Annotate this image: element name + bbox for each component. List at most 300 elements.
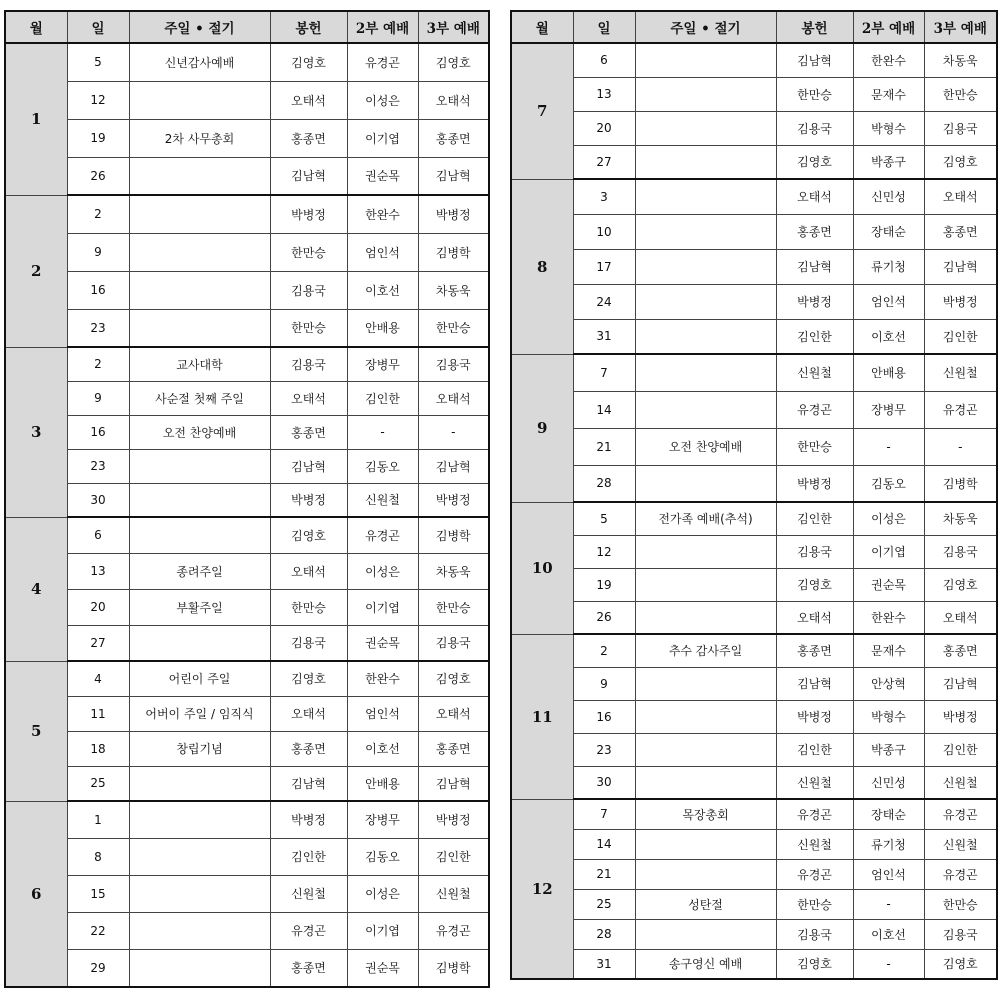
offering-cell: 김인한	[270, 838, 347, 875]
title-cell	[635, 919, 776, 949]
second-service-cell: 장병무	[347, 801, 418, 838]
month-cell: 6	[5, 801, 67, 987]
title-cell	[635, 667, 776, 700]
third-service-cell: 한만승	[924, 889, 997, 919]
month-cell: 1	[5, 43, 67, 195]
schedule-row	[511, 179, 997, 214]
schedule-row	[5, 81, 489, 119]
schedule-row	[511, 889, 997, 919]
day-cell: 7	[573, 354, 635, 391]
schedule-row	[511, 214, 997, 249]
schedule-row	[5, 875, 489, 912]
day-cell: 7	[573, 799, 635, 829]
title-cell	[635, 284, 776, 319]
second-service-cell: 신민성	[853, 179, 924, 214]
title-cell	[635, 145, 776, 179]
month-cell: 11	[511, 634, 573, 799]
title-cell	[129, 912, 270, 949]
schedule-row	[5, 381, 489, 415]
title-cell	[129, 195, 270, 233]
title-cell	[129, 517, 270, 553]
title-cell: 2차 사무총회	[129, 119, 270, 157]
day-cell: 19	[573, 568, 635, 601]
day-cell: 20	[67, 589, 129, 625]
offering-cell: 한만승	[776, 428, 853, 465]
schedule-row	[5, 483, 489, 517]
third-service-cell: 오태석	[924, 601, 997, 634]
third-service-cell: 한만승	[418, 589, 489, 625]
schedule-row	[5, 43, 489, 81]
day-cell: 31	[573, 949, 635, 979]
day-cell: 26	[67, 157, 129, 195]
offering-cell: 유경곤	[270, 912, 347, 949]
title-cell	[635, 77, 776, 111]
offering-cell: 김영호	[776, 145, 853, 179]
month-cell: 5	[5, 661, 67, 801]
schedule-row	[511, 949, 997, 979]
second-service-cell: 이호선	[347, 731, 418, 766]
day-cell: 13	[573, 77, 635, 111]
month-cell: 4	[5, 517, 67, 661]
third-service-cell: 김용국	[924, 111, 997, 145]
offering-cell: 김용국	[270, 271, 347, 309]
offering-cell: 김인한	[776, 502, 853, 535]
schedule-row	[511, 799, 997, 829]
offering-cell: 김영호	[270, 517, 347, 553]
third-service-cell: 유경곤	[418, 912, 489, 949]
day-cell: 30	[67, 483, 129, 517]
third-service-cell: 오태석	[418, 81, 489, 119]
second-service-cell: 엄인석	[347, 233, 418, 271]
third-service-cell: 김영호	[924, 145, 997, 179]
schedule-row	[511, 700, 997, 733]
schedule-row	[511, 667, 997, 700]
schedule-row	[511, 428, 997, 465]
title-cell	[129, 157, 270, 195]
offering-cell: 김용국	[776, 535, 853, 568]
header-month: 월	[5, 11, 67, 43]
third-service-cell: 김병학	[418, 949, 489, 987]
offering-cell: 한만승	[776, 889, 853, 919]
second-service-cell: 이기엽	[347, 912, 418, 949]
schedule-row	[511, 43, 997, 77]
offering-cell: 신원철	[776, 354, 853, 391]
schedule-row	[5, 553, 489, 589]
third-service-cell: 김영호	[418, 661, 489, 696]
day-cell: 1	[67, 801, 129, 838]
second-service-cell: 문재수	[853, 77, 924, 111]
second-service-cell: 문재수	[853, 634, 924, 667]
second-service-cell: 김인한	[347, 381, 418, 415]
title-cell: 송구영신 예배	[635, 949, 776, 979]
offering-cell: 홍종면	[776, 214, 853, 249]
offering-cell: 홍종면	[270, 119, 347, 157]
second-service-cell: 이호선	[853, 319, 924, 354]
header-row	[511, 11, 997, 43]
header-third-service: 3부 예배	[924, 11, 997, 43]
day-cell: 4	[67, 661, 129, 696]
third-service-cell: 홍종면	[924, 214, 997, 249]
schedule-row	[511, 284, 997, 319]
second-service-cell: 이기엽	[347, 589, 418, 625]
title-cell: 전가족 예배(추석)	[635, 502, 776, 535]
second-service-cell: 신민성	[853, 766, 924, 799]
schedule-row	[5, 912, 489, 949]
schedule-row	[511, 391, 997, 428]
title-cell	[635, 733, 776, 766]
third-service-cell: 김남혁	[924, 667, 997, 700]
third-service-cell: 신원철	[924, 829, 997, 859]
day-cell: 13	[67, 553, 129, 589]
schedule-row	[511, 111, 997, 145]
third-service-cell: 한만승	[418, 309, 489, 347]
day-cell: 21	[573, 859, 635, 889]
title-cell: 오전 찬양예배	[129, 415, 270, 449]
schedule-row	[5, 589, 489, 625]
day-cell: 27	[67, 625, 129, 661]
second-service-cell: 권순목	[853, 568, 924, 601]
second-service-cell: 장태순	[853, 214, 924, 249]
day-cell: 6	[67, 517, 129, 553]
day-cell: 10	[573, 214, 635, 249]
day-cell: 14	[573, 829, 635, 859]
third-service-cell: 박병정	[418, 483, 489, 517]
day-cell: 29	[67, 949, 129, 987]
month-cell: 10	[511, 502, 573, 634]
third-service-cell: 김용국	[924, 535, 997, 568]
day-cell: 12	[67, 81, 129, 119]
third-service-cell: 유경곤	[924, 799, 997, 829]
offering-cell: 김용국	[776, 919, 853, 949]
month-cell: 7	[511, 43, 573, 179]
offering-cell: 박병정	[776, 700, 853, 733]
offering-cell: 유경곤	[776, 391, 853, 428]
third-service-cell: 신원철	[924, 354, 997, 391]
second-service-cell: 안배용	[347, 309, 418, 347]
second-service-cell: -	[853, 889, 924, 919]
offering-cell: 김영호	[270, 43, 347, 81]
third-service-cell: 차동욱	[418, 271, 489, 309]
offering-cell: 오태석	[270, 381, 347, 415]
offering-cell: 김인한	[776, 319, 853, 354]
schedule-row	[511, 829, 997, 859]
third-service-cell: -	[924, 428, 997, 465]
day-cell: 20	[573, 111, 635, 145]
day-cell: 8	[67, 838, 129, 875]
header-second-service: 2부 예배	[347, 11, 418, 43]
offering-cell: 홍종면	[270, 949, 347, 987]
header-day: 일	[67, 11, 129, 43]
offering-cell: 박병정	[270, 195, 347, 233]
offering-cell: 오태석	[776, 601, 853, 634]
title-cell: 교사대학	[129, 347, 270, 381]
header-row	[5, 11, 489, 43]
schedule-row	[5, 449, 489, 483]
second-service-cell: 유경곤	[347, 517, 418, 553]
header-offering: 봉헌	[270, 11, 347, 43]
title-cell	[635, 43, 776, 77]
day-cell: 6	[573, 43, 635, 77]
title-cell	[129, 271, 270, 309]
day-cell: 9	[67, 233, 129, 271]
offering-cell: 홍종면	[270, 731, 347, 766]
day-cell: 2	[67, 195, 129, 233]
third-service-cell: 신원철	[924, 766, 997, 799]
schedule-row	[511, 859, 997, 889]
title-cell: 창립기념	[129, 731, 270, 766]
schedule-row	[5, 233, 489, 271]
offering-cell: 오태석	[270, 81, 347, 119]
day-cell: 25	[573, 889, 635, 919]
third-service-cell: 김영호	[924, 568, 997, 601]
offering-cell: 박병정	[270, 801, 347, 838]
title-cell: 종려주일	[129, 553, 270, 589]
offering-cell: 오태석	[270, 553, 347, 589]
third-service-cell: 박병정	[924, 284, 997, 319]
offering-cell: 김남혁	[270, 766, 347, 801]
second-service-cell: 이기엽	[347, 119, 418, 157]
offering-cell: 박병정	[776, 465, 853, 502]
offering-cell: 홍종면	[270, 415, 347, 449]
offering-cell: 박병정	[776, 284, 853, 319]
title-cell	[635, 179, 776, 214]
title-cell	[635, 111, 776, 145]
day-cell: 18	[67, 731, 129, 766]
third-service-cell: 김병학	[418, 233, 489, 271]
third-service-cell: 차동욱	[924, 502, 997, 535]
second-service-cell: -	[347, 415, 418, 449]
schedule-row	[511, 919, 997, 949]
offering-cell: 김남혁	[270, 157, 347, 195]
second-service-cell: 장병무	[347, 347, 418, 381]
schedule-row	[5, 949, 489, 987]
second-service-cell: 엄인석	[853, 859, 924, 889]
offering-cell: 김영호	[776, 949, 853, 979]
schedule-row	[511, 568, 997, 601]
second-service-cell: 이호선	[853, 919, 924, 949]
third-service-cell: 박병정	[418, 195, 489, 233]
third-service-cell: 김용국	[418, 347, 489, 381]
title-cell	[129, 233, 270, 271]
title-cell	[129, 81, 270, 119]
title-cell: 어린이 주일	[129, 661, 270, 696]
offering-cell: 한만승	[776, 77, 853, 111]
second-service-cell: 이성은	[347, 875, 418, 912]
third-service-cell: 김남혁	[418, 157, 489, 195]
schedule-table-jul-dec	[510, 10, 998, 980]
schedule-row	[5, 195, 489, 233]
schedule-row	[5, 157, 489, 195]
title-cell	[635, 700, 776, 733]
second-service-cell: 이호선	[347, 271, 418, 309]
title-cell	[129, 838, 270, 875]
third-service-cell: 유경곤	[924, 859, 997, 889]
title-cell: 성탄절	[635, 889, 776, 919]
day-cell: 23	[67, 449, 129, 483]
day-cell: 9	[67, 381, 129, 415]
second-service-cell: 한완수	[853, 43, 924, 77]
day-cell: 14	[573, 391, 635, 428]
day-cell: 27	[573, 145, 635, 179]
second-service-cell: 박종구	[853, 733, 924, 766]
schedule-row	[5, 731, 489, 766]
second-service-cell: 권순목	[347, 625, 418, 661]
day-cell: 24	[573, 284, 635, 319]
second-service-cell: 권순목	[347, 949, 418, 987]
header-offering: 봉헌	[776, 11, 853, 43]
schedule-row	[511, 766, 997, 799]
title-cell: 추수 감사주일	[635, 634, 776, 667]
day-cell: 28	[573, 919, 635, 949]
second-service-cell: 장병무	[853, 391, 924, 428]
offering-cell: 신원철	[776, 829, 853, 859]
title-cell	[129, 766, 270, 801]
schedule-row	[5, 415, 489, 449]
second-service-cell: 엄인석	[853, 284, 924, 319]
third-service-cell: 오태석	[418, 381, 489, 415]
offering-cell: 신원철	[270, 875, 347, 912]
schedule-row	[5, 271, 489, 309]
header-month: 월	[511, 11, 573, 43]
schedule-row	[511, 319, 997, 354]
second-service-cell: -	[853, 949, 924, 979]
third-service-cell: 홍종면	[924, 634, 997, 667]
day-cell: 31	[573, 319, 635, 354]
second-service-cell: 류기청	[853, 829, 924, 859]
schedule-row	[511, 465, 997, 502]
third-service-cell: 김용국	[924, 919, 997, 949]
day-cell: 28	[573, 465, 635, 502]
day-cell: 19	[67, 119, 129, 157]
month-cell: 2	[5, 195, 67, 347]
third-service-cell: 김용국	[418, 625, 489, 661]
day-cell: 2	[573, 634, 635, 667]
title-cell	[635, 249, 776, 284]
title-cell: 어버이 주일 / 임직식	[129, 696, 270, 731]
schedule-row	[511, 733, 997, 766]
second-service-cell: 한완수	[347, 195, 418, 233]
schedule-row	[5, 625, 489, 661]
second-service-cell: 권순목	[347, 157, 418, 195]
offering-cell: 김남혁	[270, 449, 347, 483]
schedule-row	[511, 354, 997, 391]
title-cell	[635, 319, 776, 354]
title-cell	[635, 766, 776, 799]
title-cell	[635, 829, 776, 859]
second-service-cell: 이성은	[347, 81, 418, 119]
day-cell: 15	[67, 875, 129, 912]
title-cell	[635, 465, 776, 502]
second-service-cell: 김동오	[347, 838, 418, 875]
offering-cell: 오태석	[776, 179, 853, 214]
title-cell	[129, 949, 270, 987]
schedule-body	[511, 43, 997, 979]
schedule-row	[5, 119, 489, 157]
offering-cell: 김용국	[270, 347, 347, 381]
title-cell	[129, 309, 270, 347]
third-service-cell: 김병학	[418, 517, 489, 553]
third-service-cell: 김인한	[924, 733, 997, 766]
day-cell: 5	[67, 43, 129, 81]
day-cell: 11	[67, 696, 129, 731]
month-cell: 9	[511, 354, 573, 502]
third-service-cell: 김인한	[418, 838, 489, 875]
second-service-cell: 장태순	[853, 799, 924, 829]
title-cell	[635, 859, 776, 889]
schedule-row	[511, 249, 997, 284]
second-service-cell: 엄인석	[347, 696, 418, 731]
third-service-cell: 홍종면	[418, 119, 489, 157]
schedule-body	[5, 43, 489, 987]
header-title: 주일 • 절기	[129, 11, 270, 43]
schedule-row	[5, 661, 489, 696]
offering-cell: 홍종면	[776, 634, 853, 667]
header-title: 주일 • 절기	[635, 11, 776, 43]
schedule-row	[5, 517, 489, 553]
day-cell: 16	[67, 415, 129, 449]
title-cell	[635, 568, 776, 601]
day-cell: 21	[573, 428, 635, 465]
title-cell: 오전 찬양예배	[635, 428, 776, 465]
second-service-cell: 김동오	[347, 449, 418, 483]
second-service-cell: 박형수	[853, 111, 924, 145]
day-cell: 16	[573, 700, 635, 733]
second-service-cell: 이기엽	[853, 535, 924, 568]
offering-cell: 한만승	[270, 589, 347, 625]
title-cell	[129, 875, 270, 912]
second-service-cell: -	[853, 428, 924, 465]
schedule-row	[5, 801, 489, 838]
offering-cell: 신원철	[776, 766, 853, 799]
third-service-cell: 유경곤	[924, 391, 997, 428]
day-cell: 23	[573, 733, 635, 766]
title-cell	[635, 535, 776, 568]
schedule-row	[511, 145, 997, 179]
third-service-cell: 김영호	[924, 949, 997, 979]
third-service-cell: 신원철	[418, 875, 489, 912]
offering-cell: 김영호	[776, 568, 853, 601]
third-service-cell: 오태석	[924, 179, 997, 214]
third-service-cell: 차동욱	[418, 553, 489, 589]
second-service-cell: 이성은	[347, 553, 418, 589]
schedule-row	[5, 696, 489, 731]
offering-cell: 김용국	[776, 111, 853, 145]
title-cell	[635, 391, 776, 428]
second-service-cell: 류기청	[853, 249, 924, 284]
day-cell: 17	[573, 249, 635, 284]
day-cell: 26	[573, 601, 635, 634]
title-cell	[635, 601, 776, 634]
title-cell	[635, 214, 776, 249]
title-cell: 신년감사예배	[129, 43, 270, 81]
third-service-cell: -	[418, 415, 489, 449]
schedule-row	[511, 502, 997, 535]
header-third-service: 3부 예배	[418, 11, 489, 43]
third-service-cell: 오태석	[418, 696, 489, 731]
day-cell: 25	[67, 766, 129, 801]
second-service-cell: 안배용	[853, 354, 924, 391]
offering-cell: 오태석	[270, 696, 347, 731]
title-cell: 부활주일	[129, 589, 270, 625]
offering-cell: 김남혁	[776, 43, 853, 77]
third-service-cell: 홍종면	[418, 731, 489, 766]
day-cell: 16	[67, 271, 129, 309]
title-cell	[129, 483, 270, 517]
schedule-table-jan-jun	[4, 10, 490, 988]
third-service-cell: 김인한	[924, 319, 997, 354]
day-cell: 5	[573, 502, 635, 535]
month-cell: 8	[511, 179, 573, 354]
